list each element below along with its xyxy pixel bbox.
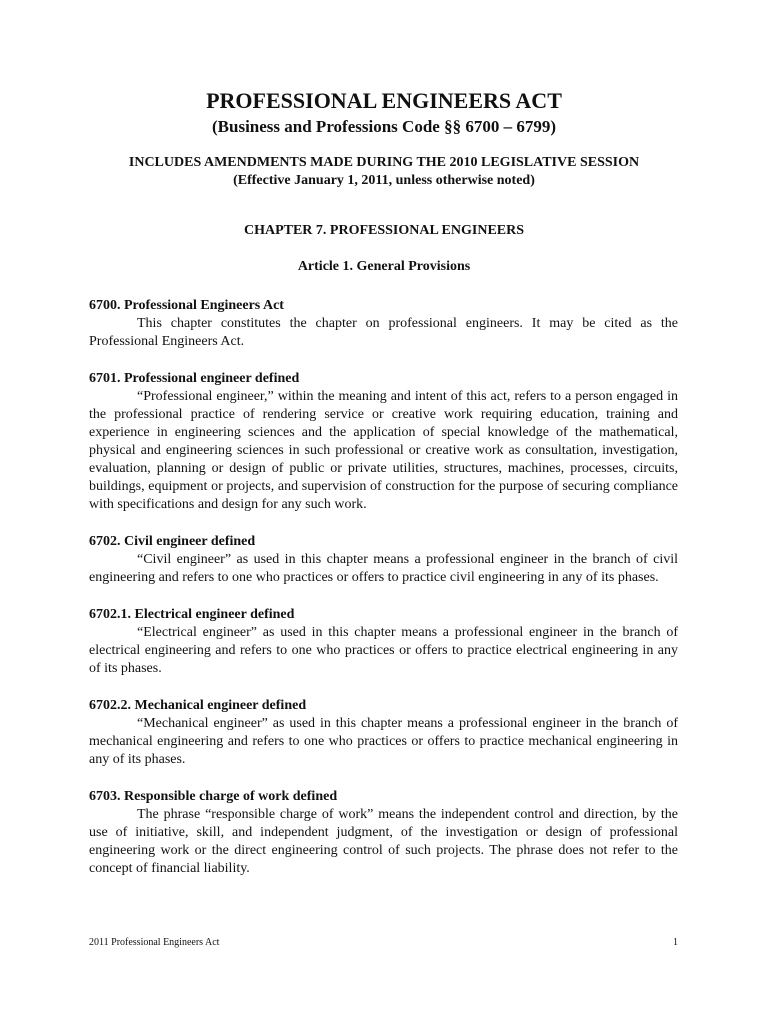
- section-6701: [89, 370, 678, 514]
- section-heading: 6702.2. Mechanical engineer defined: [89, 698, 307, 713]
- section-6702: [89, 533, 678, 587]
- section-paragraph: “Professional engineer,” within the meaning and intent of this act, refers to a person engaged in the professional practice of rendering service or creative work requiring education, training and experience in engineering sciences and the application of special knowledge of the mathematical, physical and engineering sciences in such professional or creative work as consultation, investigation, evaluation, planning or design of public or private utilities, structures, machines, processes, circuits, buildings, equipment or projects, and supervision of construction for the purpose of securing compliance with specifications and design for any such work.: [89, 389, 678, 512]
- section-paragraph: The phrase “responsible charge of work” means the independent control and direction, by the use of initiative, skill, and independent judgment, of the investigation or design of professional engineering work or the direct engineering control of such projects. The phrase does not refer to the concept of financial liability.: [89, 807, 678, 876]
- article-heading: Article 1. General Provisions: [297, 259, 471, 274]
- effective-date-line: (Effective January 1, 2011, unless otherwise noted): [233, 173, 535, 188]
- section-paragraph: “Mechanical engineer” as used in this chapter means a professional engineer in the branch of mechanical engineering and refers to one who practices or offers to practice mechanical engineering in any of its phases.: [89, 716, 678, 767]
- section-paragraph: “Electrical engineer” as used in this chapter means a professional engineer in the branch of electrical engineering and refers to one who practices or offers to practice electrical engineering in any of its phases.: [89, 625, 678, 676]
- section-heading: 6702.1. Electrical engineer defined: [89, 607, 295, 622]
- section-heading: 6702. Civil engineer defined: [89, 534, 256, 549]
- section-paragraph: “Civil engineer” as used in this chapter means a professional engineer in the branch of civil engineering and refers to one who practices or offers to practice civil engineering in any of its phases.: [89, 552, 678, 585]
- section-6700: [89, 297, 678, 351]
- document-subtitle: (Business and Professions Code §§ 6700 – 6799): [212, 117, 556, 136]
- document-body: [89, 297, 678, 897]
- section-6702-1: [89, 606, 678, 678]
- chapter-heading: CHAPTER 7. PROFESSIONAL ENGINEERS: [243, 223, 525, 238]
- section-heading: 6703. Responsible charge of work defined: [89, 789, 338, 804]
- document-title: PROFESSIONAL ENGINEERS ACT: [206, 88, 562, 113]
- section-heading: 6701. Professional engineer defined: [89, 371, 300, 386]
- footer-page-number: 1: [673, 937, 678, 948]
- section-heading: 6700. Professional Engineers Act: [89, 298, 284, 313]
- amendments-line: INCLUDES AMENDMENTS MADE DURING THE 2010 LEGISLATIVE SESSION: [128, 155, 640, 170]
- section-6703: [89, 788, 678, 878]
- section-paragraph: This chapter constitutes the chapter on professional engineers. It may be cited as the Professional Engineers Act.: [89, 316, 678, 349]
- section-6702-2: [89, 697, 678, 769]
- footer-document-name: 2011 Professional Engineers Act: [89, 937, 220, 948]
